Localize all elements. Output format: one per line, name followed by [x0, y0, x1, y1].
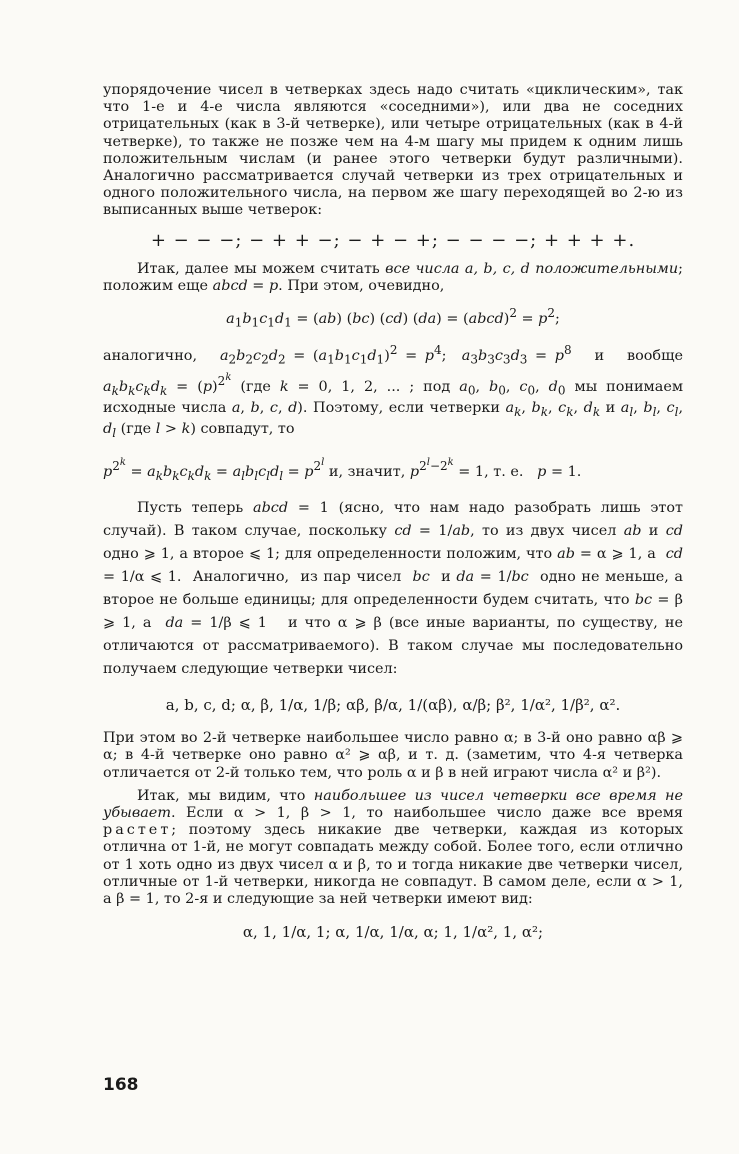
- equation-1: $a_1b_1c_1d_1 = (ab)$ (bc) (cd) (da) = (abcd)$^2$ = $p^2$;: [226, 306, 560, 330]
- equation-2: $p^{2^k} = a_kb_kc_kd_k = a_lb_lc_ld_l = p^{2^l}$ и, значит, $p^{2^l-2^k} = 1$, т. е. p = 1.: [103, 457, 582, 483]
- page-number: 168: [103, 1075, 139, 1095]
- paragraph-2: Итак, далее мы можем считать все числа a, b, c, d положительными; положим еще abcd = p. При этом, очевидно,: [103, 260, 683, 295]
- paragraph-1: упорядочение чисел в четверках здесь надо считать «циклическим», так что 1-е и 4-е числа являются «соседними»), или два не соседних отрицательных (как в 3-й четверке), или четыре отрицательных (как в 4-й четверке), то также не позже чем на 4-м шагу мы придем к одним лишь положительным числам (и ранее этого четверки будут различными). Аналогично рассматривается случай четверки из трех отрицательных и одного положительного числа, на первом же шагу переходящей во 2-ю из выписанных выше четверок:: [103, 82, 683, 219]
- paragraph-3: аналогично, $a_2b_2c_2d_2 = (a_1b_1c_1d_1)^2 = p^4$; $a_3b_3c_3d_3 = p^8$ и вообще $a_kb_kc_kd_k = (p)^{2^k}$ (где k = 0, 1, 2, ... ; под $a_0$, $b_0$, $c_0$, $d_0$ мы понимаем исходные числа a, b, c, d). Поэтому, если четверки $a_k$, $b_k$, $c_k$, $d_k$ и $a_l$, $b_l$, $c_l$, $d_l$ (где l > k) совпадут, то: [103, 343, 684, 440]
- equation-4: α, 1, 1/α, 1; α, 1/α, 1/α, α; 1, 1/α², 1, α²;: [242, 923, 544, 942]
- paragraph-4: Пусть теперь abcd = 1 (ясно, что нам надо разобрать лишь этот случай). В таком случае, поскольку cd = 1/ab, то из двух чисел ab и cd одно ⩾ 1, а второе ⩽ 1; для определенности положим, что ab = α ⩾ 1, а cd = 1/α ⩽ 1. Аналогично, из пар чисел bc и da = 1/bc одно не меньше, а второе не больше единицы; для определенности будем считать, что bc = β ⩾ 1, а da = 1/β ⩽ 1 и что α ⩾ β (все иные варианты, по существу, не отличаются от рассматриваемого). В таком случае мы последовательно получаем следующие четверки чисел:: [103, 499, 684, 677]
- page-body: [103, 82, 683, 957]
- equation-3: a, b, c, d; α, β, 1/α, 1/β; αβ, β/α, 1/(αβ), α/β; β², 1/α², 1/β², α².: [165, 695, 621, 714]
- sign-quadruples: + − − −; − + + −; − + − +; − − − −; + + + +.: [150, 229, 636, 251]
- paragraph-5: При этом во 2-й четверке наибольшее число равно α; в 3-й оно равно αβ ⩾ α; в 4-й четверке оно равно α² ⩾ αβ, и т. д. (заметим, что 4-я четверка отличается от 2-й только тем, что роль α и β в ней играют числа α² и β²).: [103, 730, 683, 781]
- paragraph-6: Итак, мы видим, что наибольшее из чисел четверки все время не убывает. Если α > 1, β > 1, то наибольшее число даже все время растет; поэтому здесь никакие две четверки, каждая из которых отлична от 1-й, не могут совпадать между собой. Более того, если отлично от 1 хоть одно из двух чисел α и β, то и тогда никакие две четверки чисел, отличные от 1-й четверки, никогда не совпадут. В самом деле, если α > 1, а β = 1, то 2-я и следующие за ней четверки имеют вид:: [103, 787, 683, 907]
